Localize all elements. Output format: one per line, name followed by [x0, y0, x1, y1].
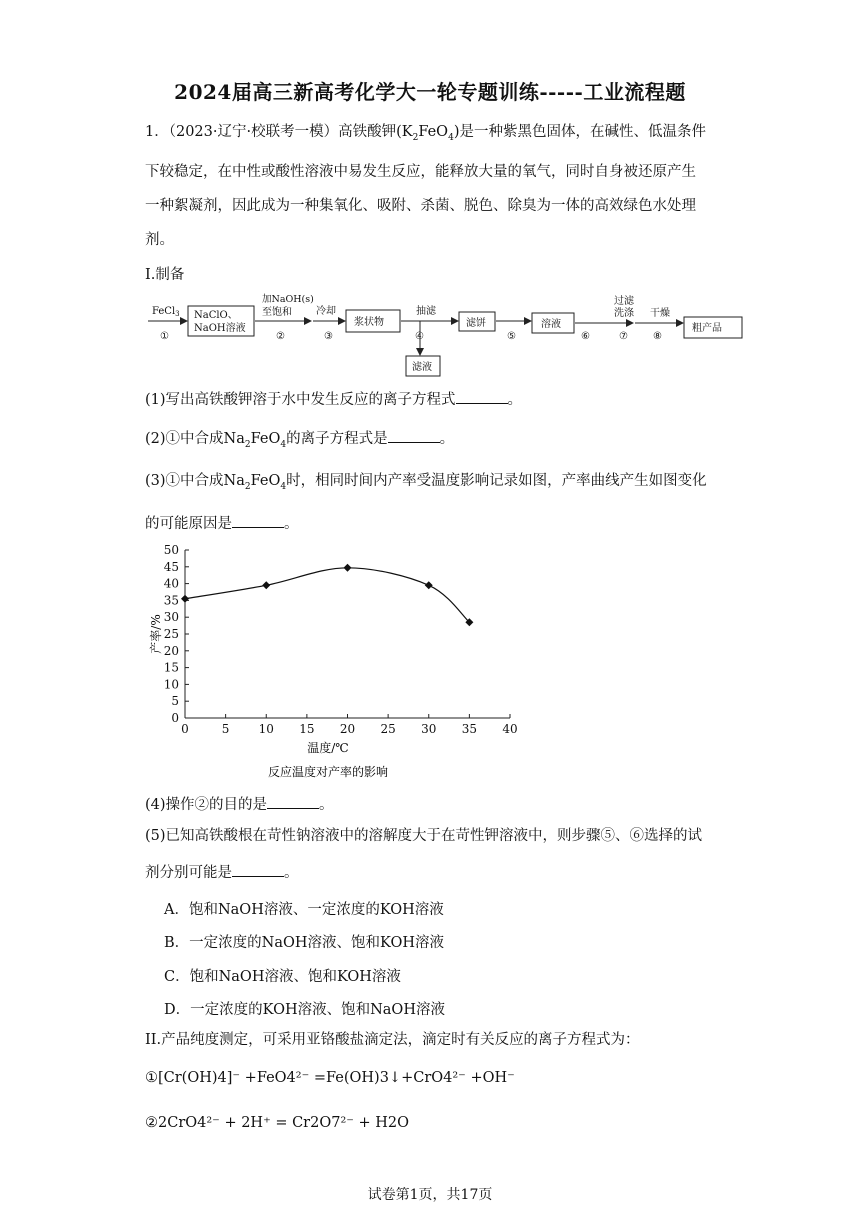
formula-k2feo4: $(K_2FeO_4)$ — [396, 124, 460, 143]
chart-y-tick-label: 30 — [163, 610, 179, 625]
question-intro-line3: 一种絮凝剂，因此成为一种集氧化、吸附、杀菌、脱色、除臭为一体的高效绿色水处理 — [145, 198, 696, 214]
chart-data-point — [425, 581, 433, 589]
flow-step-5: ⑤ — [507, 331, 516, 342]
answer-blank — [456, 391, 508, 404]
subquestion-3-text-b: 时，相同时间内产率受温度影响记录如图，产率曲线产生如图变化 — [286, 473, 707, 489]
chart-data-point — [262, 581, 270, 589]
flow-box-naclo: NaClO、 — [194, 310, 238, 321]
flow-box-filter-cake: 滤饼 — [466, 318, 486, 329]
flow-step-6: ⑥ — [581, 331, 590, 342]
flow-box-solution: 溶液 — [541, 319, 561, 330]
answer-blank — [232, 515, 284, 528]
flow-box-crude-product: 粗产品 — [692, 323, 722, 334]
flow-label-suction-filter: 抽滤 — [416, 306, 436, 317]
chart-series-line — [185, 568, 469, 622]
chart-y-tick-label: 40 — [163, 576, 179, 591]
period: 。 — [284, 516, 299, 532]
chart-y-tick-label: 50 — [163, 543, 179, 557]
chart-y-tick-label: 0 — [171, 711, 179, 725]
option-b: B．一定浓度的NaOH溶液、饱和KOH溶液 — [164, 935, 444, 951]
flow-step-3: ③ — [324, 331, 333, 342]
chart-data-point — [344, 564, 352, 572]
chart-y-tick-label: 10 — [163, 677, 179, 692]
flow-box-filtrate: 滤液 — [412, 362, 432, 373]
flow-label-add-naoh: 加NaOH(s) — [262, 294, 314, 305]
chart-x-tick-label: 15 — [299, 722, 315, 736]
question-intro-line4: 剂。 — [145, 232, 174, 248]
answer-blank — [388, 430, 440, 443]
subquestion-5-line2 — [145, 864, 299, 881]
chart-y-tick-label: 25 — [163, 627, 179, 641]
subquestion-1-text: (1)写出高铁酸钾溶于水中发生反应的离子方程式 — [145, 392, 456, 408]
flow-label-cool: 冷却 — [316, 306, 336, 317]
chart-x-tick-label: 40 — [502, 722, 518, 736]
subquestion-4 — [145, 796, 334, 813]
subquestion-4-text: (4)操作②的目的是 — [145, 797, 268, 813]
flow-step-4: ④ — [415, 331, 424, 342]
subquestion-5-text-b: 剂分别可能是 — [145, 865, 232, 881]
subquestion-2-text-a: (2)①中合成 — [145, 431, 224, 447]
yield-temperature-chart — [140, 540, 530, 785]
subquestion-2 — [145, 430, 454, 450]
chart-title: 反应温度对产率的影响 — [267, 765, 389, 779]
answer-blank — [232, 864, 284, 877]
chart-x-tick-label: 0 — [181, 722, 189, 736]
period: 。 — [284, 865, 299, 881]
chart-y-tick-label: 20 — [163, 643, 179, 658]
flow-step-2: ② — [276, 331, 285, 342]
page-title: 2024届高三新高考化学大一轮专题训练-----工业流程题 — [174, 80, 686, 104]
chart-y-tick-label: 45 — [163, 559, 179, 574]
question-intro-line2: 下较稳定，在中性或酸性溶液中易发生反应，能释放大量的氧气，同时自身被还原产生 — [145, 164, 696, 180]
answer-blank — [267, 796, 319, 809]
chart-data-point — [181, 595, 189, 603]
section-heading-preparation: I.制备 — [145, 267, 185, 283]
period: 。 — [507, 392, 523, 408]
chart-x-tick-label: 35 — [461, 722, 478, 736]
flow-label-filter: 过滤 — [614, 296, 634, 307]
equation-2: ②2CrO4²⁻ + 2H⁺ = Cr2O7²⁻ + H2O — [145, 1115, 410, 1131]
process-flow-diagram — [140, 292, 750, 380]
flow-box-naoh: NaOH溶液 — [194, 323, 246, 334]
chart-ylabel: 产率/% — [149, 614, 163, 654]
flow-step-1: ① — [160, 331, 169, 342]
chart-x-tick-label: 10 — [258, 722, 274, 736]
formula-na2feo4: $Na_2FeO_4$ — [223, 473, 287, 492]
subquestion-3-text-a: (3)①中合成 — [145, 473, 224, 489]
subquestion-3-text-c: 的可能原因是 — [145, 516, 232, 532]
flow-box-slurry: 浆状物 — [354, 317, 384, 328]
question-intro-line1 — [145, 125, 706, 143]
chart-x-tick-label: 20 — [339, 722, 356, 736]
option-d: D．一定浓度的KOH溶液、饱和NaOH溶液 — [164, 1002, 445, 1018]
question-source: 1．（2023·辽宁·校联考一模）高铁酸钾 — [145, 124, 397, 140]
page-footer: 试卷第1页，共17页 — [367, 1187, 493, 1203]
chart-x-tick-label: 5 — [221, 722, 230, 736]
option-a: A．饱和NaOH溶液、一定浓度的KOH溶液 — [164, 902, 444, 918]
chart-y-tick-label: 5 — [171, 694, 179, 709]
chart-y-tick-label: 35 — [163, 593, 179, 608]
subquestion-5-line1: (5)已知高铁酸根在苛性钠溶液中的溶解度大于在苛性钾溶液中，则步骤⑤、⑥选择的试 — [145, 828, 703, 844]
formula-na2feo4: $Na_2FeO_4$ — [223, 431, 287, 450]
period: 。 — [439, 431, 455, 447]
flow-step-8: ⑧ — [653, 331, 662, 342]
equation-1: ①[Cr(OH)4]⁻ +FeO4²⁻ =Fe(OH)3↓+CrO4²⁻ +OH⁻ — [145, 1070, 515, 1086]
question-intro-text: 是一种紫黑色固体，在碱性、低温条件 — [459, 124, 706, 140]
chart-y-tick-label: 15 — [163, 660, 179, 675]
chart-xlabel: 温度/℃ — [307, 741, 349, 755]
chart-x-tick-label: 30 — [421, 722, 437, 736]
flow-label-wash: 洗涤 — [614, 308, 634, 319]
subquestion-1 — [145, 391, 522, 408]
flow-feed-fecl3: FeCl$_3$ — [152, 306, 180, 318]
subquestion-3-line2 — [145, 515, 299, 532]
subquestion-3 — [145, 474, 707, 492]
chart-x-tick-label: 25 — [380, 722, 396, 736]
flow-label-dry: 干燥 — [650, 308, 670, 319]
section-heading-purity: II.产品纯度测定，可采用亚铬酸盐滴定法，滴定时有关反应的离子方程式为： — [145, 1032, 640, 1048]
flow-step-7: ⑦ — [619, 331, 628, 342]
option-c: C．饱和NaOH溶液、饱和KOH溶液 — [164, 969, 401, 985]
flow-label-saturate: 至饱和 — [262, 307, 292, 318]
period: 。 — [319, 797, 334, 813]
subquestion-2-text-b: 的离子方程式是 — [286, 431, 388, 447]
